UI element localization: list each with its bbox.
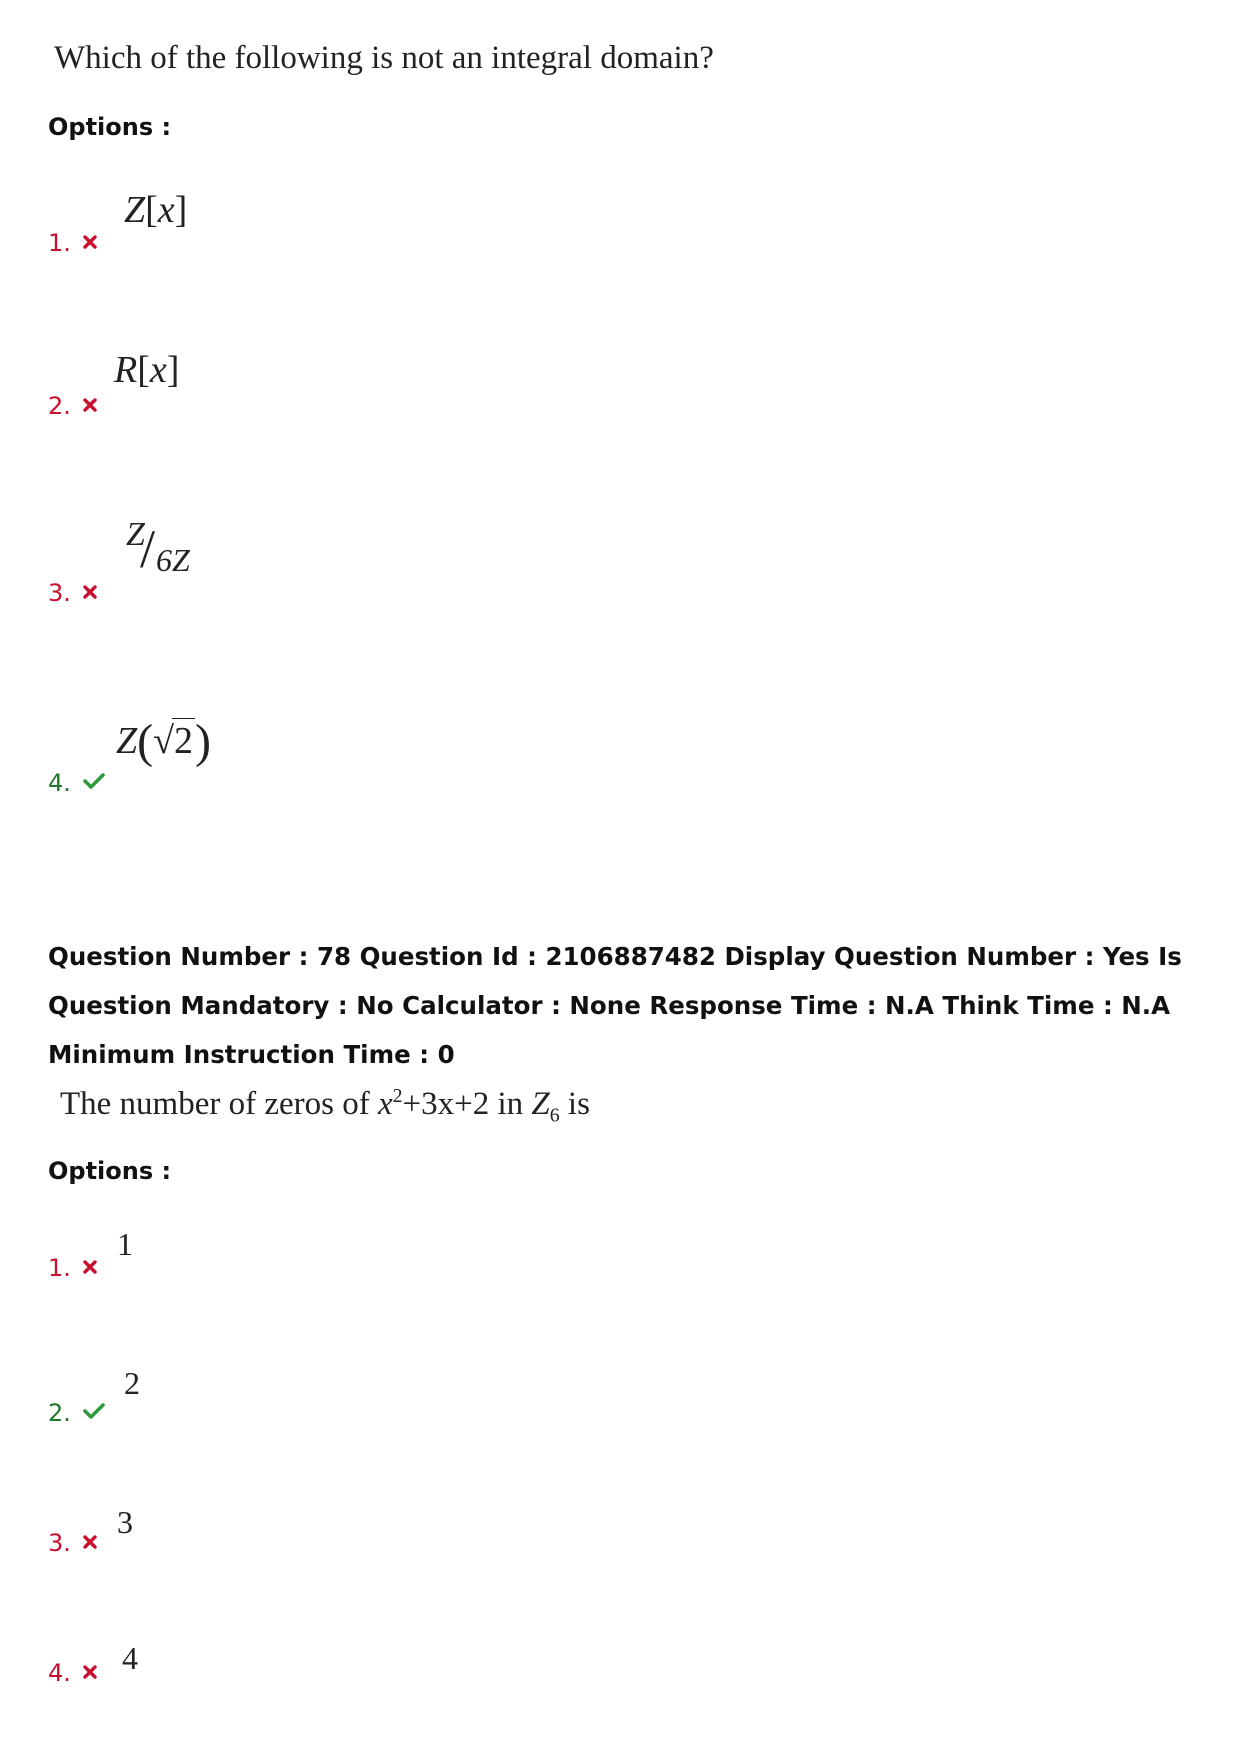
option-math: Z[x] [124, 189, 188, 231]
option-number [48, 577, 97, 607]
option-number-label: 2. [48, 1399, 71, 1427]
option-number-label: 4. [48, 769, 71, 797]
question-prefix: The number of zeros of [60, 1086, 370, 1122]
math-radicand: 2 [173, 720, 193, 762]
fraction-bottom: 6Z [156, 542, 190, 578]
poly-variable: x [377, 1086, 393, 1122]
option-number-label: 4. [48, 1659, 71, 1687]
option-number-label: 2. [48, 392, 71, 420]
question-suffix: is [567, 1086, 590, 1122]
cross-icon [83, 390, 97, 418]
option-value: 1 [117, 1226, 133, 1262]
cross-icon [83, 1252, 97, 1280]
option-value: 4 [122, 1640, 138, 1676]
option-math: R[x] [114, 349, 180, 391]
option-math: Z(√2) [116, 715, 211, 768]
option-math-fraction: Z / 6Z [126, 516, 190, 579]
question-mid: in [497, 1086, 524, 1122]
question-text [60, 1085, 590, 1128]
option-number-label: 1. [48, 1254, 71, 1282]
options-heading: Options : [48, 113, 172, 141]
math-arg: x [149, 349, 167, 391]
question-metadata: Question Number : 78 Question Id : 2106887482 Display Question Number : Yes Is Question Mandatory : No Calculator : None Response Time : N.A Think Time : N.A Minimum Instruction Time : 0 [48, 942, 1182, 1069]
math-base: R [114, 349, 138, 391]
option-number [48, 1252, 97, 1282]
option-value: 3 [117, 1504, 133, 1540]
options-heading: Options : [48, 1157, 172, 1185]
question-text: Which of the following is not an integral domain? [54, 40, 714, 76]
math-base: Z [124, 189, 146, 231]
option-number [48, 1657, 97, 1687]
option-number [48, 227, 97, 257]
option-number-label: 3. [48, 579, 71, 607]
ring-base: Z [531, 1086, 550, 1122]
check-icon [83, 767, 105, 795]
cross-icon [83, 1657, 97, 1685]
option-number [48, 1397, 105, 1427]
option-value: 2 [124, 1365, 140, 1401]
option-number [48, 1527, 97, 1557]
option-number [48, 390, 97, 420]
option-number [48, 767, 105, 797]
math-base: Z [116, 720, 138, 762]
option-number-label: 1. [48, 229, 71, 257]
cross-icon [83, 1527, 97, 1555]
fraction-top: Z [126, 516, 145, 553]
cross-icon [83, 227, 97, 255]
poly-rest: +3x+2 [402, 1086, 490, 1122]
check-icon [83, 1397, 105, 1425]
ring-subscript: 6 [549, 1104, 560, 1127]
option-number-label: 3. [48, 1529, 71, 1557]
poly-exponent: 2 [392, 1085, 403, 1107]
math-arg: x [157, 189, 175, 231]
cross-icon [83, 577, 97, 605]
